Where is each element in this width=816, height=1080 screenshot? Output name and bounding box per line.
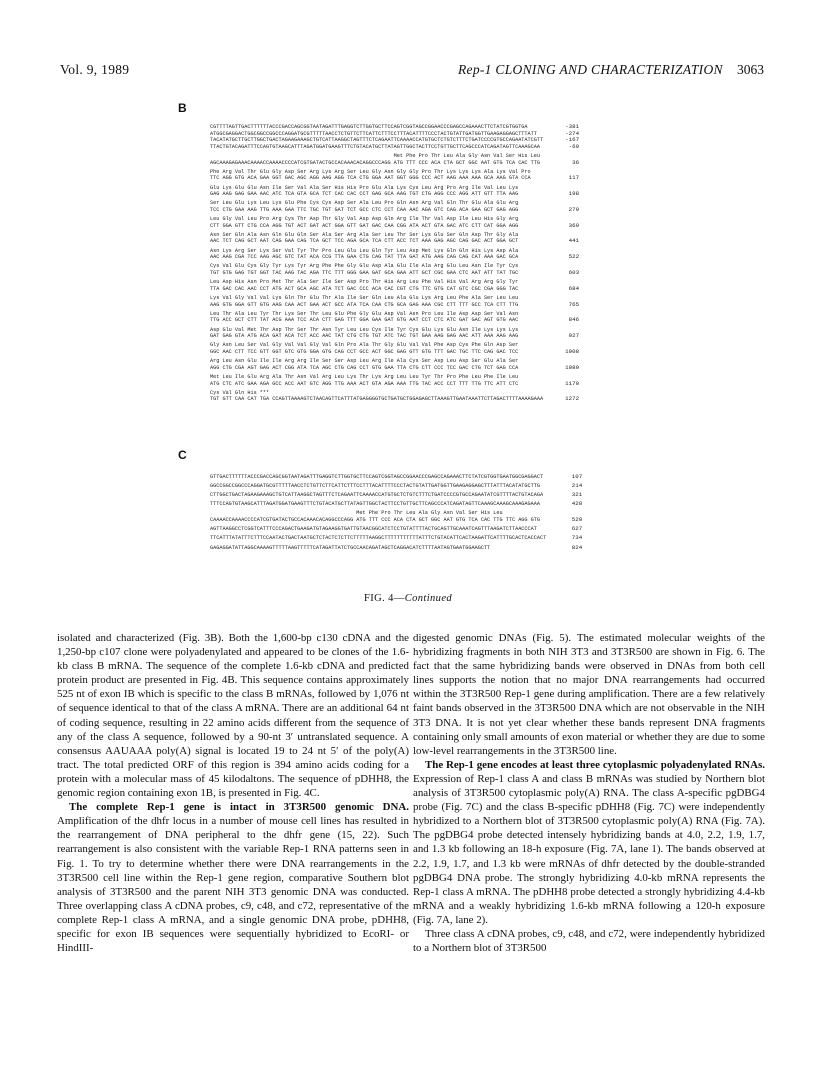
nucleotide-line: AGCAAAGAGAAACAAAACCAAAACCCCATCGTGATACTGCCACAAACACAGGCCCAGG ATG TTT CCC ACA CTA GCT GGC AAT GTG TCA CAC TTG 36 (210, 158, 580, 166)
nucleotide-line: AAC TCT CAG GCT AAT CAG GAA CAG TCA GCT TCC AGA GCA TCA CTT ACC TCT AAA GAG AGC CAG GAC ACT GGA GCT 441 (210, 237, 580, 245)
amino-acid-line: Cys Val Gln His *** (210, 389, 270, 396)
nucleotide-line: GAGAGGATATTAGGCAAAAGTTTTTAAGTTTTTCATAGATTATCTGCCAACAGATAGCTCAGGACATCTTTTAATAGTGAATGGAAGCTT 824 (210, 543, 583, 551)
nucleotide-line: AAC AAG CGA TCC AAG AGC GTC TAT ACA CCG TTA GAA CTG CAG TAT TTA GAT ATG AAG CAG CAG CAT AAA GAC GCA 522 (210, 253, 580, 261)
sequence-position: 428 (571, 500, 583, 508)
caption-continued: Continued (404, 593, 453, 604)
amino-acid-line: Arg Leu Asn Glu Ile Ile Arg Arg Ile Ser Ser Asp Leu Arg Ile Ala Cys Ser Asp Leu Asp Ser Glu Ala Ser (210, 358, 519, 365)
sequence-position: 684 (568, 284, 580, 292)
sequence-position: 846 (568, 316, 580, 324)
page-number: 3063 (737, 62, 764, 77)
running-title: Rep-1 CLONING AND CHARACTERIZATION (458, 62, 723, 77)
nucleotide-line: AAG GTG GGA GTT GTG AAG CAA ACT GAA ACT GCC ATA TCA CAA CTG GCA GAG AAA CGC CTT TTT GCC TCA CTT TTG 765 (210, 300, 580, 308)
sequence-position: 360 (568, 221, 580, 229)
sequence-position: 214 (571, 481, 583, 489)
sequence-position: 36 (572, 158, 580, 166)
nucleotide-line: TACATATGCTTGCTTGGCTGACTAGAAGAAAGCTGTCATTAAGGCTAGTTTCTCAGAATTCAAAACCATGTGCTCTGTCTTTCTGATCCCCGTGCCAGAATATCGTT -167 (210, 136, 580, 144)
amino-acid-line: Phe Arg Val Thr Glu Gly Asp Ser Arg Lys Arg Ser Leu Gly Asn Gly Gly Pro Thr Lys Lys Lys Ala Lys Val Pro (210, 168, 531, 175)
paragraph: The complete Rep-1 gene is intact in 3T3R500 genomic DNA. Amplification of the dhfr locus in a number of mouse cell lines has resulted in the rearrangement of DNA peripheral to the dhfr gene (15, 22). Such rearrangement is also consistent with the variable Rep-1 RNA patterns seen in Fig. 1. To try to determine whether there were DNA rearrangements in the 3T3R500 cell line within the Rep-1 gene region, comparative Southern blot analysis of 3T3R500 and the parent NIH 3T3 genomic DNA was conducted. Three overlapping class A cDNA probes, c9, c48, and c72, representative of the complete Rep-1 class A mRNA, and a single genomic DNA probe, pDHH8, specific for exon IB sequences were sequentially hybridized to EcoRI- or HindIII- (57, 801, 409, 955)
amino-acid-line: Ser Leu Glu Lys Leu Lys Glu Phe Cys Cys Asp Ser Ala Leu Pro Gln Asn Arg Val Gln Thr Glu Ala Glu Arg (210, 200, 519, 207)
nucleotide-line: TTG ACC GCT CTT TAT ACG AAA TCC ACA CTT GAG TTT GGA GAA GAT GTG AAT CCT CTC ATC GAT GAC AGT GTG AAC 846 (210, 316, 580, 324)
nucleotide-line: CTTGGCTGACTAGAAGAAAGCTGTCATTAAGGCTAGTTTCTCAGAATTCAAAACCATGTGCTCTGTCTTTCTGATCCCCGTGCCAGAATATCGTTTTACTGTACAGA 321 (210, 490, 583, 498)
paragraph: The Rep-1 gene encodes at least three cytoplasmic polyadenylated RNAs. Expression of Rep-1 class A and class B mRNAs was studied by Northern blot analysis of 3T3R500 cytoplasmic poly(A) RNA. The class A-specific pgDBG4 probe (Fig. 7C) and the class B-specific pDHH8 (Fig. 7C) were independently hybridized to a Northern blot of 3T3R500 cytoplasmic poly(A) RNA (Fig. 7A). The pgDBG4 probe detected intensely hybridizing bands at 4.0, 2.2, 1.9, 1.7, and 1.3 kb following an 18-h exposure (Fig. 7A, lane 1). The bands observed at 2.2, 1.9, 1.7, and 1.3 kb were mRNAs of dhfr detected by the double-stranded pgDBG4 DNA probe. The strongly hybridizing 4.0-kb mRNA represents the Rep-1 class A mRNA. The pDHH8 probe detected a strongly hybridizing 4.4-kb mRNA and a weakly hybridizing 1.6-kb mRNA following a 120-h exposure (Fig. 7A, lane 2). (413, 758, 765, 926)
nucleotide-line: TTCATTTATATTTCTTTCCAATACTGACTAATGCTCTACTCTCTTCTTTTTAAGGCTTTTTTTTTTTATTTCTGTACATTCACTAAGATTCATTTTGCACTCACCACT 734 (210, 534, 583, 542)
running-header (60, 62, 764, 82)
sequence-position: 117 (568, 174, 580, 182)
sequence-position: -60 (568, 142, 580, 150)
amino-acid-line: Asp Glu Val Met Thr Asp Thr Ser Thr Asn Tyr Leu Leu Cys Ile Tyr Cys Glu Lys Glu Asn Ile Lys Lys Lys (210, 326, 519, 333)
sequence-position: 321 (571, 490, 583, 498)
amino-acid-line: Gly Asn Leu Ser Val Gly Val Val Gly Val Gln Pro Ala Thr Gly Glu Val Val Phe Asp Cys Phe Gln Asp Ser (210, 342, 519, 349)
amino-acid-line: Cys Val Glu Cys Gly Tyr Lys Tyr Arg Phe Phe Gly Glu Asp Ala Glu Ile Ala Arg Glu Leu Asn Ile Tyr Cys (210, 263, 519, 270)
nucleotide-line: TTTCCAGTGTAAGCATTTAGATGGATGAAGTTTCTGTACATGCTTATAGTTGGCTACTTCCTGTTGCTTCAGCCCATCAGATAGTTCAAAGCAAAGCAAAGAGAAA 428 (210, 500, 583, 508)
journal-volume: Vol. 9, 1989 (60, 62, 130, 77)
amino-acid-line: Met Phe Pro Thr Leu Ala Gly Asn Val Ser His Leu (210, 152, 540, 159)
left-column (57, 631, 409, 955)
nucleotide-line: CGTTTTAGTTGACTTTTTTACCCGACCAGCGGTAATAGATTTGAGGTCTTGGTGCTTCCAGTCGGTAGCCGGAACCCGAGCCAGAAACTTCTATCGTGGTGA -381 (210, 123, 580, 130)
nucleotide-line: GGCCGGCCGGCCCAGGATGCGTTTTTAACCTCTGTTCTTCATTCTTTCCTTTACATTTTCCCTACTGTATTGATGGTTGAAGAGGAGCTTTATTTACATATGCTTG 214 (210, 481, 583, 489)
nucleotide-line: GAT GAG GTA ATG ACA GAT ACA TCT ACC AAC TAT CTG CTG TGT ATC TAC TGT GAA AAG GAG AAC ATT AAA AAG AAG 927 (210, 332, 580, 340)
sequence-position: 1272 (565, 395, 580, 403)
amino-acid-line: Leu Asp His Asn Pro Met Thr Ala Ser Ile Ser Asp Pro Thr His Arg Leu Phe Val His Val Arg Arg Gly Tyr (210, 279, 519, 286)
nucleotide-line: TTACTGTACAGATTTCCAGTGTAAGCATTTAGATGGATGAAGTTTCTGTACATGCTTATAGTTGGCTACTTCCTGTTGCTTCAGCCCATCAGATAGTTCAAAGCAA -60 (210, 142, 580, 150)
sequence-position: -381 (565, 123, 580, 130)
amino-acid-line: Asn Ser Gln Ala Asn Gln Glu Gln Ser Ala Ser Arg Ala Ser Leu Thr Ser Lys Glu Ser Gln Asp Thr Gly Ala (210, 231, 519, 238)
paragraph: digested genomic DNAs (Fig. 5). The estimated molecular weights of the hybridizing fragments in both NIH 3T3 and 3T3R500 are shown in Fig. 6. The fact that the same hybridizing bands were observed in DNAs from both cell lines supports the notion that no major DNA rearrangements had occurred within the 3T3R500 Rep-1 gene during amplification. There are a few relatively faint bands observed in the 3T3R500 DNA which are not observable in the NIH 3T3 DNA. It is not yet clear whether these bands represent DNA fragments containing only small amounts of exon material or whether they are due to some low-level rearrangements in the 3T3R500 line. (413, 632, 765, 757)
nucleotide-line: GAG AAG GAG GAA AAC ATC TCA GTA GCA TCT CAC CAC CCT GAG GCA AAG TGT CTG AGG CCC AGG ATT GTT TTA AAG 198 (210, 190, 580, 198)
sequence-position: 603 (568, 269, 580, 277)
nucleotide-line: CAAAACCAAAACCCCATCGTGATACTGCCACAAACACAGGCCCAGG ATG TTT CCC ACA CTA GCT GGC AAT GTG TCA CAC TTG TTC AGG GTG 520 (210, 515, 583, 523)
amino-acid-line: Glu Lys Glu Glu Asn Ile Ser Val Ala Ser His His Pro Glu Ala Lys Cys Leu Arg Pro Arg Ile Val Leu Lys (210, 184, 519, 191)
amino-acid-line: Leu Thr Ala Leu Tyr Thr Lys Ser Thr Leu Glu Phe Gly Glu Asp Val Asn Pro Leu Ile Asp Asp Ser Val Asn (210, 310, 519, 317)
nucleotide-line: GTTGACTTTTTTACCCGACCAGCGGTAATAGATTTGAGGTCTTGGTGCTTCCAGTCGGTAGCCGGAACCCGAGCCAGAAACTTCTATCGTGGTGAATGGCGAGGACT 107 (210, 472, 583, 480)
sequence-position: 1089 (565, 363, 580, 371)
nucleotide-line: TTC AGG GTG ACA GAA GGT GAC AGC AGG AAG AGG TCA CTG GGA AAT GGT GGG CCC ACT AAG AAA AAA GCA AAG GTA CCA 117 (210, 174, 580, 182)
sequence-position: 520 (571, 515, 583, 523)
nucleotide-line: AGG CTG CGA AGT GAG ACT CGG ATA TCA AGC CTG CAG CCT GTG GAA TTA CTG CTT CCC TCC GAC CTG TCT GAG CCA 1089 (210, 363, 580, 371)
nucleotide-line: TGT GTG GAG TGT GGT TAC AAG TAC AGA TTC TTT GGG GAA GAT GCA GAA ATT GCT CGC GAA CTC AAT ATT TAT TGC 603 (210, 269, 580, 277)
caption-label: FIG. 4— (363, 593, 405, 604)
nucleotide-line: CTT GGA GTT CTG CCA AGG TGT ACT GAT ACT GGA GTT GAT GAC CAA CGG ATA ACT GTA GAC ATC CTT CAT GGA AGG 360 (210, 221, 580, 229)
nucleotide-line: ATG CTC ATC GAA AGA GCC ACC AAT GTC AGG TTG AAA ACT GTA AGA AAA TTG TAC ACC CCT TTT TTG TTC ATT CTC 1170 (210, 379, 580, 387)
amino-acid-line: Lys Val Gly Val Val Lys Gln Thr Glu Thr Ala Ile Ser Gln Leu Ala Glu Lys Arg Leu Phe Ala Ser Leu Leu (210, 295, 519, 301)
sequence-position: 824 (571, 543, 583, 551)
nucleotide-line: ATGGCGAGGACTGGCGGCCGGCCCAGGATGCGTTTTTAACCTCTGTTCTTCATTCTTTCCTTTACATTTTCCCTACTGTATTGATGGTTGAAGAGGAGCTTTATT -274 (210, 129, 580, 137)
sequence-position: 522 (568, 253, 580, 261)
amino-acid-line: Met Phe Pro Thr Leu Ala Gly Asn Val Ser His Leu (210, 510, 503, 517)
panel-b-label: B (178, 101, 187, 115)
sequence-position: 734 (571, 534, 583, 542)
sequence-position: 279 (568, 205, 580, 213)
amino-acid-line: Asn Lys Arg Ser Lys Ser Val Tyr Thr Pro Leu Glu Leu Gln Tyr Leu Asp Met Lys Gln Gln His Lys Asp Ala (210, 247, 519, 254)
panel-c-label: C (178, 448, 187, 462)
figure-caption (0, 593, 816, 604)
amino-acid-line: Leu Gly Val Leu Pro Arg Cys Thr Asp Thr Gly Val Asp Asp Gln Arg Ile Thr Val Asp Ile Leu His Gly Arg (210, 216, 519, 223)
sequence-position: -167 (565, 136, 580, 144)
panel-c-sequence (210, 471, 583, 551)
sequence-position: 1008 (565, 347, 580, 355)
sequence-position: 765 (568, 300, 580, 308)
nucleotide-line: TCC CTG GAA AAG TTG AAA GAA TTC TGC TGT GAT TCT GCC CTC CCT CAA AAC AGA GTC CAG ACA GAA GCT GAG AGG 279 (210, 205, 580, 213)
nucleotide-line: AGTTAAGGCCTCGGTCATTTCCCAGACTGAAGATGTAGAAGGTGATTGTAACGGCATCTCCTGTATTTTACTGCAGTTGCAAATCAGTTTAAGATCTTAACCCAT 627 (210, 525, 583, 533)
sequence-position: 627 (571, 525, 583, 533)
nucleotide-line: TGT GTT CAA CAT TGA CCAGTTAAAAGTCTAACAGTTCATTTATGAGGGGTGCTGATGCTGGAGAGCTTAAAGTTGAATAAATTCTTAGACTTTTAAAAGAAA 1272 (210, 395, 580, 403)
paragraph: Three class A cDNA probes, c9, c48, and c72, were independently hybridized to a Northern blot of 3T3R500 (413, 927, 765, 955)
sequence-position: 1170 (565, 379, 580, 387)
sequence-position: 441 (568, 237, 580, 245)
section-heading: The complete Rep-1 gene is intact in 3T3R500 genomic DNA. (69, 801, 409, 814)
sequence-position: 198 (568, 190, 580, 198)
section-heading: The Rep-1 gene encodes at least three cytoplasmic polyadenylated RNAs. (425, 758, 765, 771)
right-column (413, 631, 765, 955)
sequence-position: 927 (568, 332, 580, 340)
sequence-position: 107 (571, 472, 583, 480)
panel-b-sequence (210, 123, 580, 403)
nucleotide-line: TTA GAC CAC AAC CCT ATG ACT GCA AGC ATA TCT GAC CCC ACA CAC CGT CTG TTC GTG CAT GTC CGC CGA GGG TAC 684 (210, 284, 580, 292)
amino-acid-line: Met Leu Ile Glu Arg Ala Thr Asn Val Arg Leu Lys Thr Lys Arg Leu Leu Tyr Thr Pro Phe Leu Phe Ile Leu (210, 373, 519, 380)
paragraph: isolated and characterized (Fig. 3B). Both the 1,600-bp c130 cDNA and the 1,250-bp c107 clone were polyadenylated and appeared to be clones of the 1.6-kb class B mRNA. The sequence of the complete 1.6-kb cDNA and predicted protein product are presented in Fig. 4B. This sequence contains approximately 525 nt of exon IB which is specific to the class B mRNAs, followed by 1,076 nt of sequence identical to that of the class A mRNA. There are an additional 64 nt of coding sequence, resulting in 22 amino acids different from the sequence of any of the class A sequence, followed by a 90-nt 3′ untranslated sequence. A consensus AAUAAA poly(A) signal is located 19 to 24 nt 5′ of the poly(A) tract. The total predicted ORF of this region is 394 amino acids coding for a protein with a molecular mass of 45 kilodaltons. The sequence of pDHH8, the genomic region containing exon 1B, is presented in Fig. 4C. (57, 632, 409, 800)
nucleotide-line: GGC AAC CTT TCC GTT GGT GTC GTG GGA GTG CAG CCT GCC ACT GGC GAG GTT GTG TTT GAC TGC TTC CAG GAC TCC 1008 (210, 347, 580, 355)
sequence-position: -274 (565, 129, 580, 137)
